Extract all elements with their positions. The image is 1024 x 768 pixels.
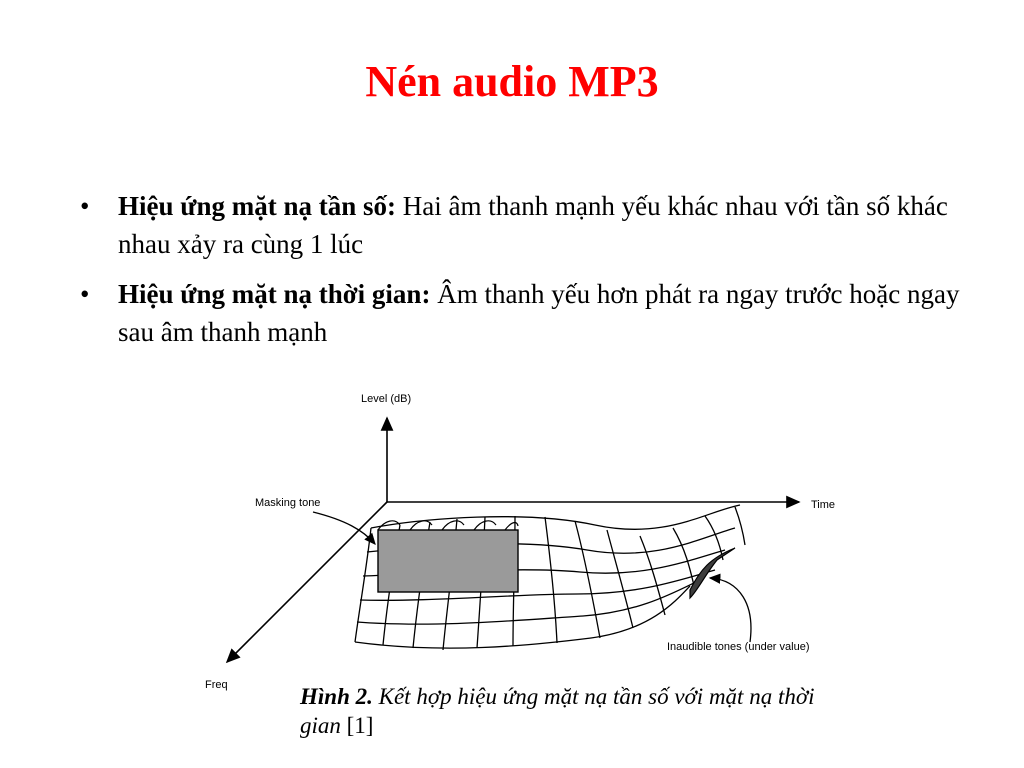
caption-label: Hình 2. [300, 684, 373, 709]
bullet-text: Hai âm thanh mạnh yếu khác nhau với tần số khác nhau xảy ra cùng 1 lúc [118, 191, 948, 259]
caption-text: Kết hợp hiệu ứng mặt nạ tần số với mặt nạ thời gian [300, 684, 815, 738]
masking-tone-pointer [313, 512, 375, 544]
time-axis-label: Time [811, 499, 836, 511]
caption-ref: [1] [346, 713, 374, 738]
bullet-lead: Hiệu ứng mặt nạ tần số: [118, 191, 396, 221]
bullet-item [72, 275, 972, 351]
inaudible-region [690, 548, 735, 598]
bullet-dot-icon: • [80, 191, 90, 221]
inaudible-tones-label: Inaudible tones (under value) [667, 641, 810, 653]
figure-caption [300, 682, 860, 740]
bullet-list [72, 187, 972, 363]
level-axis-label: Level (dB) [361, 393, 412, 405]
bullet-dot-icon: • [80, 279, 90, 309]
bullet-lead: Hiệu ứng mặt nạ thời gian: [118, 279, 431, 309]
freq-axis [227, 502, 387, 662]
bullet-text: Âm thanh yếu hơn phát ra ngay trước hoặc ngay sau âm thanh mạnh [118, 279, 960, 347]
bullet-item [72, 187, 972, 263]
slide-title: Nén audio MP3 [365, 57, 659, 106]
freq-axis-label: Freq [205, 679, 228, 691]
inaudible-pointer [710, 578, 751, 642]
masking-tone-block [378, 530, 518, 592]
masking-tone-label: Masking tone [255, 497, 321, 509]
